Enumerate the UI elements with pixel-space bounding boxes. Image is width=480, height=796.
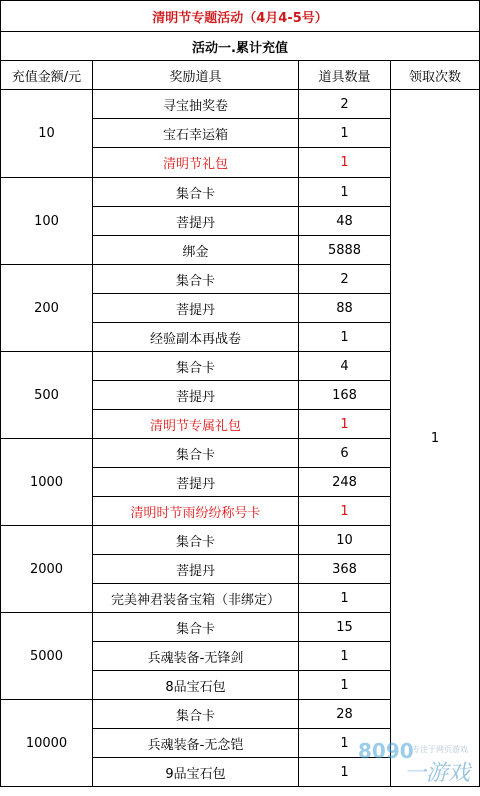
site-watermark-logo bbox=[354, 736, 474, 792]
claim-count-cell: 1 bbox=[391, 90, 480, 787]
item-qty-cell: 1 bbox=[299, 323, 391, 352]
item-qty-cell: 168 bbox=[299, 381, 391, 410]
item-name-cell: 兵魂装备-无念铠 bbox=[93, 729, 299, 758]
amount-cell: 10000 bbox=[1, 700, 93, 787]
item-name-cell: 完美神君装备宝箱（非绑定） bbox=[93, 584, 299, 613]
amount-cell: 500 bbox=[1, 352, 93, 439]
item-name-cell: 集合卡 bbox=[93, 352, 299, 381]
item-qty-cell: 28 bbox=[299, 700, 391, 729]
item-name-cell: 菩提丹 bbox=[93, 381, 299, 410]
item-name-cell: 菩提丹 bbox=[93, 207, 299, 236]
item-qty-cell: 1 bbox=[299, 178, 391, 207]
item-name-cell: 集合卡 bbox=[93, 439, 299, 468]
item-qty-cell: 1 bbox=[299, 758, 391, 787]
item-name-cell: 8品宝石包 bbox=[93, 671, 299, 700]
amount-cell: 100 bbox=[1, 178, 93, 265]
item-qty-cell: 88 bbox=[299, 294, 391, 323]
amount-cell: 10 bbox=[1, 90, 93, 178]
table-row bbox=[1, 90, 480, 119]
item-qty-cell: 2 bbox=[299, 90, 391, 119]
item-qty-cell: 1 bbox=[299, 584, 391, 613]
item-qty-cell: 4 bbox=[299, 352, 391, 381]
item-qty-cell: 1 bbox=[299, 671, 391, 700]
watermark-brand: 8090 bbox=[358, 739, 414, 763]
item-name-cell: 9品宝石包 bbox=[93, 758, 299, 787]
header-row bbox=[1, 61, 480, 90]
header-item: 奖励道具 bbox=[93, 61, 299, 90]
item-qty-cell: 1 bbox=[299, 729, 391, 758]
amount-cell: 5000 bbox=[1, 613, 93, 700]
item-name-cell: 清明时节雨纷纷称号卡 bbox=[93, 497, 299, 526]
amount-cell: 200 bbox=[1, 265, 93, 352]
item-qty-cell: 10 bbox=[299, 526, 391, 555]
item-name-cell: 集合卡 bbox=[93, 265, 299, 294]
item-qty-cell: 1 bbox=[299, 410, 391, 439]
item-qty-cell: 368 bbox=[299, 555, 391, 584]
item-name-cell: 集合卡 bbox=[93, 526, 299, 555]
watermark-tagline: 专注于网页游戏 bbox=[412, 745, 468, 754]
item-name-cell: 清明节礼包 bbox=[93, 148, 299, 178]
item-qty-cell: 15 bbox=[299, 613, 391, 642]
item-name-cell: 菩提丹 bbox=[93, 555, 299, 584]
item-qty-cell: 48 bbox=[299, 207, 391, 236]
item-name-cell: 菩提丹 bbox=[93, 294, 299, 323]
watermark-text: 一游戏 bbox=[404, 761, 471, 786]
item-qty-cell: 2 bbox=[299, 265, 391, 294]
item-name-cell: 集合卡 bbox=[93, 613, 299, 642]
header-amount: 充值金额/元 bbox=[1, 61, 93, 90]
section-title: 活动一.累计充值 bbox=[1, 32, 480, 61]
item-qty-cell: 1 bbox=[299, 497, 391, 526]
item-name-cell: 绑金 bbox=[93, 236, 299, 265]
header-qty: 道具数量 bbox=[299, 61, 391, 90]
item-qty-cell: 6 bbox=[299, 439, 391, 468]
item-name-cell: 清明节专属礼包 bbox=[93, 410, 299, 439]
item-name-cell: 集合卡 bbox=[93, 700, 299, 729]
amount-cell: 2000 bbox=[1, 526, 93, 613]
item-qty-cell: 1 bbox=[299, 119, 391, 148]
amount-cell: 1000 bbox=[1, 439, 93, 526]
item-qty-cell: 5888 bbox=[299, 236, 391, 265]
item-name-cell: 寻宝抽奖卷 bbox=[93, 90, 299, 119]
page-title: 清明节专题活动（4月4-5号） bbox=[1, 1, 480, 32]
item-name-cell: 菩提丹 bbox=[93, 468, 299, 497]
item-qty-cell: 1 bbox=[299, 642, 391, 671]
item-name-cell: 集合卡 bbox=[93, 178, 299, 207]
item-name-cell: 宝石幸运箱 bbox=[93, 119, 299, 148]
reward-table-body bbox=[1, 1, 480, 787]
header-claims: 领取次数 bbox=[391, 61, 480, 90]
item-qty-cell: 1 bbox=[299, 148, 391, 178]
item-name-cell: 兵魂装备-无锋剑 bbox=[93, 642, 299, 671]
item-qty-cell: 248 bbox=[299, 468, 391, 497]
item-name-cell: 经验副本再战卷 bbox=[93, 323, 299, 352]
